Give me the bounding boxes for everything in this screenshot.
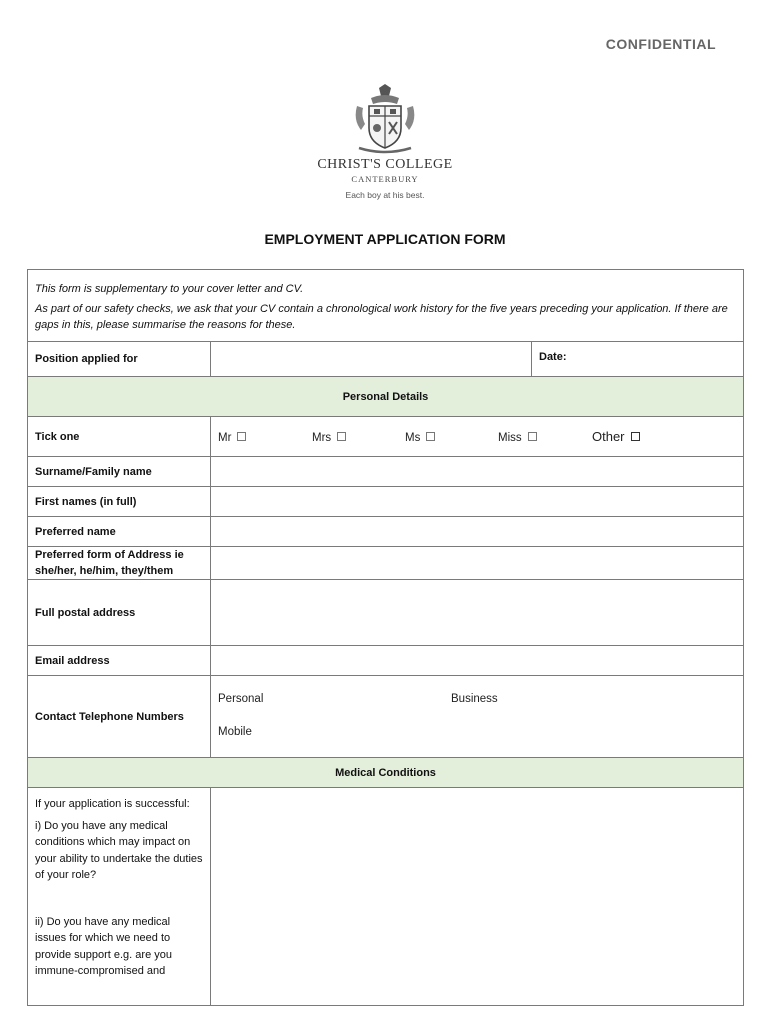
medical-header-row xyxy=(28,758,744,788)
checkbox-icon[interactable] xyxy=(426,432,435,441)
preferred-address-label: Preferred form of Address ie she/her, he/him, they/them xyxy=(28,547,211,580)
medical-row xyxy=(28,788,744,1006)
college-name: CHRIST'S COLLEGE xyxy=(317,157,453,172)
telephone-row xyxy=(28,676,744,758)
postal-address-input[interactable] xyxy=(211,580,744,646)
medical-answer-input[interactable] xyxy=(211,788,744,1006)
college-motto: Each boy at his best. xyxy=(345,190,425,200)
preferred-name-row xyxy=(28,517,744,547)
option-ms[interactable]: Ms xyxy=(405,432,498,444)
intro-line-2: As part of our safety checks, we ask that your CV contain a chronological work history for the five years preceding your application. If there are gaps in this, please summarise the reasons for these. xyxy=(35,302,728,331)
option-mrs[interactable]: Mrs xyxy=(312,432,405,444)
checkbox-icon[interactable] xyxy=(631,432,640,441)
telephone-label: Contact Telephone Numbers xyxy=(28,676,211,758)
intro-line-1: This form is supplementary to your cover letter and CV. xyxy=(35,282,304,295)
telephone-inputs[interactable] xyxy=(211,676,744,758)
option-other[interactable]: Other xyxy=(592,429,640,444)
preferred-name-label: Preferred name xyxy=(28,517,211,547)
section-personal-details: Personal Details xyxy=(28,377,744,417)
position-label: Position applied for xyxy=(28,342,211,377)
first-names-row xyxy=(28,487,744,517)
date-label: Date: xyxy=(539,351,567,363)
email-label: Email address xyxy=(28,646,211,676)
tick-one-label: Tick one xyxy=(28,417,211,457)
title-options xyxy=(211,417,744,457)
surname-input[interactable] xyxy=(211,457,744,487)
option-miss[interactable]: Miss xyxy=(498,432,592,444)
phone-personal-label: Personal xyxy=(218,693,264,705)
surname-label: Surname/Family name xyxy=(28,457,211,487)
checkbox-icon[interactable] xyxy=(337,432,346,441)
section-medical-conditions: Medical Conditions xyxy=(28,758,744,788)
medical-questions xyxy=(28,788,211,1006)
postal-address-label: Full postal address xyxy=(28,580,211,646)
phone-business-label: Business xyxy=(451,693,498,705)
option-mr[interactable]: Mr xyxy=(218,432,312,444)
position-input[interactable] xyxy=(211,342,532,377)
preferred-address-row xyxy=(28,547,744,580)
form-title: EMPLOYMENT APPLICATION FORM xyxy=(264,231,506,247)
tick-one-row xyxy=(28,417,744,457)
personal-details-header-row xyxy=(28,377,744,417)
preferred-name-input[interactable] xyxy=(211,517,744,547)
intro-row xyxy=(28,270,744,342)
first-names-label: First names (in full) xyxy=(28,487,211,517)
email-row xyxy=(28,646,744,676)
phone-mobile-label: Mobile xyxy=(218,726,252,738)
medical-question-intro: If your application is successful: xyxy=(35,798,190,810)
preferred-address-input[interactable] xyxy=(211,547,744,580)
confidential-label: CONFIDENTIAL xyxy=(605,36,716,52)
email-input[interactable] xyxy=(211,646,744,676)
college-city: CANTERBURY xyxy=(351,174,419,184)
date-field[interactable] xyxy=(532,342,744,377)
surname-row xyxy=(28,457,744,487)
first-names-input[interactable] xyxy=(211,487,744,517)
postal-address-row xyxy=(28,580,744,646)
checkbox-icon[interactable] xyxy=(237,432,246,441)
college-crest-icon xyxy=(349,84,421,156)
position-row xyxy=(28,342,744,377)
intro-text xyxy=(28,270,744,342)
checkbox-icon[interactable] xyxy=(528,432,537,441)
application-form-table xyxy=(27,269,744,1006)
medical-question-2: ii) Do you have any medical issues for which we need to provide support e.g. are you immune-compromised and xyxy=(35,915,172,977)
medical-question-1: i) Do you have any medical conditions which may impact on your ability to undertake the duties of your role? xyxy=(35,819,203,881)
